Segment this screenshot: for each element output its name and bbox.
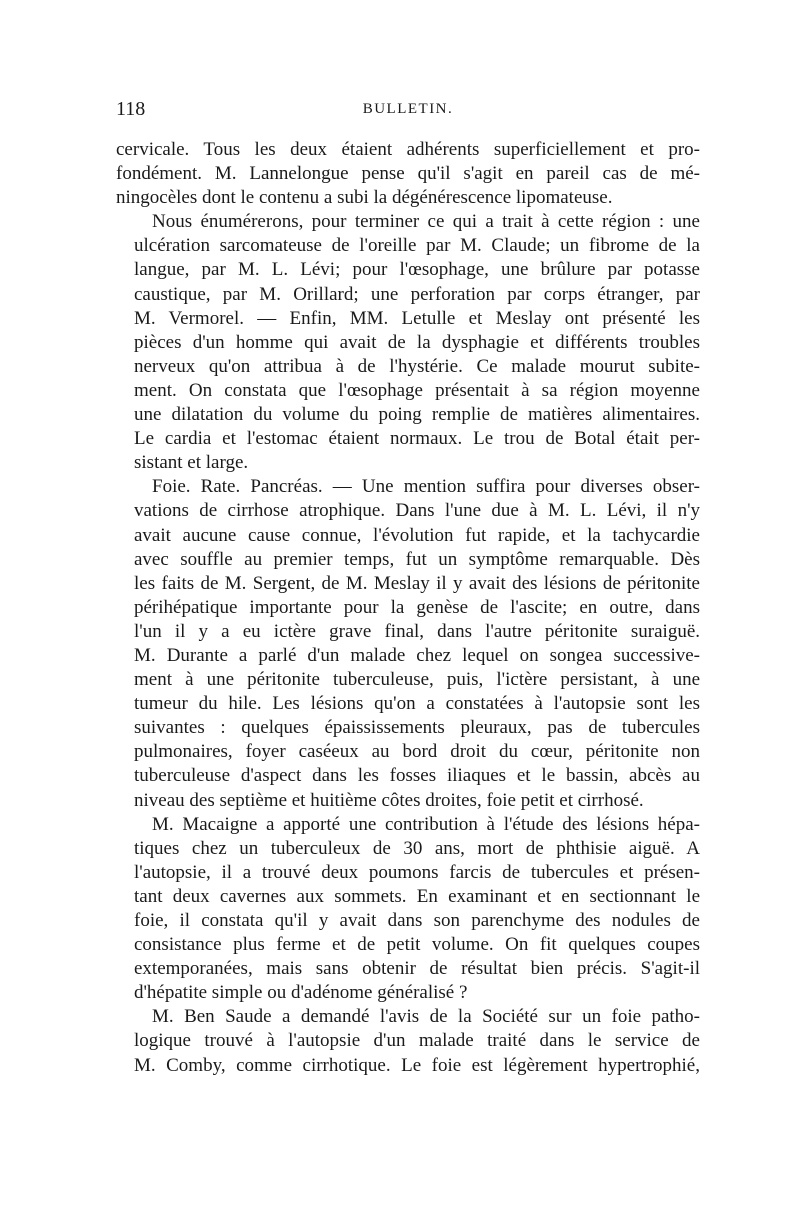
text-line: nerveux qu'on attribua à de l'hystérie. Ce malade mourut subite- (134, 355, 700, 377)
text-line: l'un il y a eu ictère grave final, dans l'autre péritonite suraiguë. (134, 620, 700, 642)
text-line: une dilatation du volume du poing remplie de matières alimentaires. (134, 404, 700, 426)
page-header (116, 98, 700, 128)
text-line: M. Ben Saude a demandé l'avis de la Société sur un foie patho- (152, 1006, 700, 1028)
text-line: M. Comby, comme cirrhotique. Le foie est légèrement hypertrophié, (134, 1054, 700, 1076)
text-line: langue, par M. L. Lévi; pour l'œsophage, une brûlure par potasse (134, 259, 700, 281)
paragraph (116, 475, 700, 812)
text-line: tant deux cavernes aux sommets. En examinant et en sectionnant le (134, 885, 700, 907)
text-line: sistant et large. (134, 452, 249, 474)
text-line: pièces d'un homme qui avait de la dysphagie et différents troubles (134, 331, 700, 353)
text-line: les faits de M. Sergent, de M. Meslay il y avait des lésions de péritonite (134, 572, 700, 594)
text-line: suivantes : quelques épaississements pleuraux, pas de tubercules (134, 717, 700, 739)
text-line: M. Macaigne a apporté une contribution à l'étude des lésions hépa- (152, 813, 700, 835)
text-line: ningocèles dont le contenu a subi la dégénérescence lipomateuse. (116, 187, 613, 209)
text-line: caustique, par M. Orillard; une perforation par corps étranger, par (134, 283, 700, 305)
text-line: cervicale. Tous les deux étaient adhérents superficiellement et pro- (116, 139, 700, 160)
text-line: Le cardia et l'estomac étaient normaux. Le trou de Botal était per- (134, 428, 700, 450)
text-line: M. Vermorel. — Enfin, MM. Letulle et Meslay ont présenté les (134, 307, 700, 329)
page-number: 118 (116, 98, 146, 120)
text-line: consistance plus ferme et de petit volume. On fit quelques coupes (134, 934, 700, 956)
text-line: foie, il constata qu'il y avait dans son parenchyme des nodules de (134, 910, 700, 931)
text-line: extemporanées, mais sans obtenir de résultat bien précis. S'agit-il (134, 958, 700, 980)
text-line: ment. On constata que l'œsophage présentait à sa région moyenne (134, 379, 700, 401)
text-line: fondément. M. Lannelongue pense qu'il s'agit en pareil cas de mé- (116, 163, 700, 185)
text-line: logique trouvé à l'autopsie d'un malade traité dans le service de (134, 1030, 700, 1052)
paragraph (116, 138, 700, 210)
text-line: niveau des septième et huitième côtes droites, foie petit et cirrhosé. (134, 789, 644, 811)
text-line: ment à une péritonite tuberculeuse, puis, l'ictère persistant, à une (134, 669, 700, 691)
text-line: vations de cirrhose atrophique. Dans l'une due à M. L. Lévi, il n'y (134, 500, 700, 522)
text-line: l'autopsie, il a trouvé deux poumons farcis de tubercules et présen- (134, 861, 700, 883)
running-title: BULLETIN. (362, 101, 454, 117)
paragraph (116, 1005, 700, 1077)
body-text (116, 138, 700, 1078)
text-line: pulmonaires, foyer caséeux au bord droit du cœur, péritonite non (134, 741, 700, 763)
text-line: tiques chez un tuberculeux de 30 ans, mort de phthisie aiguë. A (134, 837, 700, 859)
text-line: tumeur du hile. Les lésions qu'on a constatées à l'autopsie sont les (134, 693, 700, 715)
text-line: périhépatique importante pour la genèse de l'ascite; en outre, dans (134, 596, 700, 618)
text-line: Nous énumérerons, pour terminer ce qui a trait à cette région : une (152, 211, 700, 233)
text-line: ulcération sarcomateuse de l'oreille par M. Claude; un fibrome de la (134, 235, 700, 257)
text-line: M. Durante a parlé d'un malade chez lequel on songea successive- (134, 644, 700, 666)
text-line: tuberculeuse d'aspect dans les fosses iliaques et le bassin, abcès au (134, 765, 700, 787)
paragraph (116, 813, 700, 1006)
paragraph (116, 210, 700, 475)
text-line: avait aucune cause connue, l'évolution fut rapide, et la tachycardie (134, 524, 700, 546)
text-line: d'hépatite simple ou d'adénome généralisé ? (134, 982, 468, 1004)
text-line: Foie. Rate. Pancréas. — Une mention suffira pour diverses obser- (152, 476, 700, 498)
text-line: avec souffle au premier temps, fut un symptôme remarquable. Dès (134, 548, 700, 570)
